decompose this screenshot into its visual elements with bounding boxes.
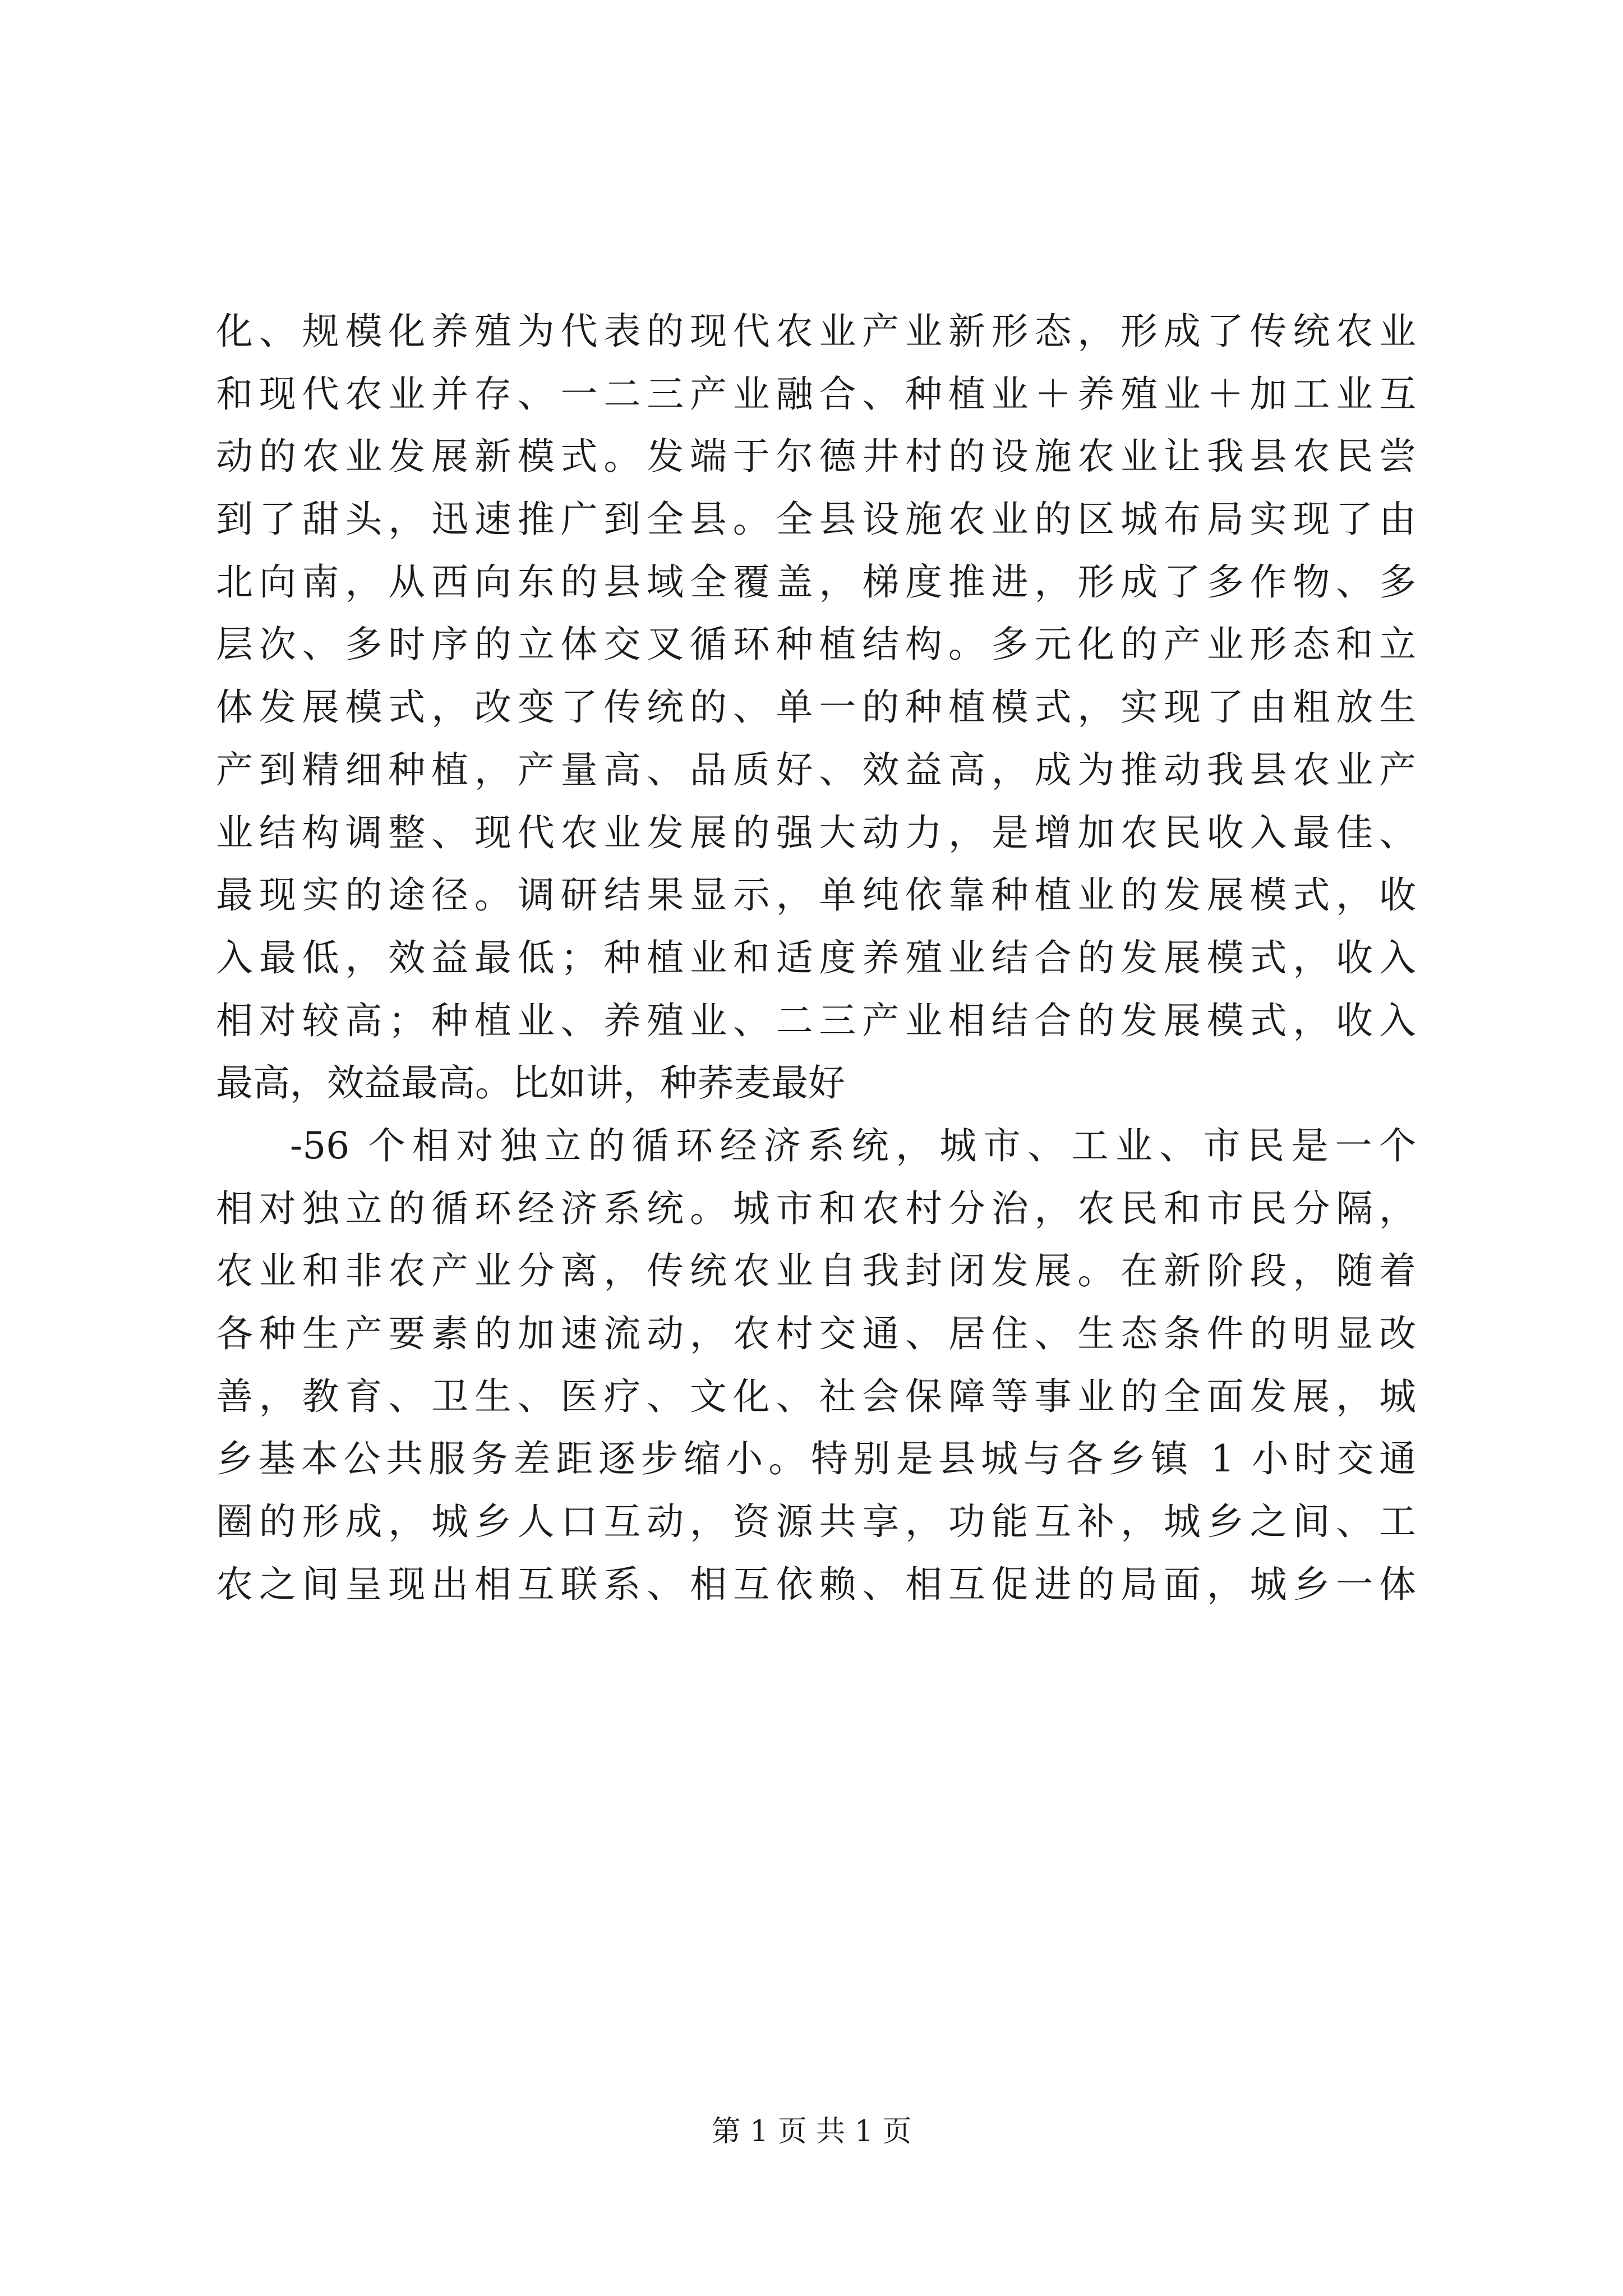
text-line: 业结构调整、现代农业发展的强大动力，是增加农民收入最佳、 [216,811,1416,854]
paragraph-1 [216,300,1416,1115]
paragraph-2 [216,1115,1416,1616]
text-line: 各种生产要素的加速流动，农村交通、居住、生态条件的明显改 [216,1312,1416,1355]
text-line: -56 个相对独立的循环经济系统，城市、工业、市民是一个 [290,1124,1416,1167]
text-line: 圈的形成，城乡人口互动，资源共享，功能互补，城乡之间、工 [216,1500,1416,1544]
text-line: 最高，效益最高。比如讲，种荞麦最好 [216,1061,845,1105]
page-number-footer: 第 1 页 共 1 页 [711,2115,912,2148]
text-line: 化、规模化养殖为代表的现代农业产业新形态，形成了传统农业 [216,310,1416,353]
text-line: 北向南，从西向东的县域全覆盖，梯度推进，形成了多作物、多 [216,560,1416,604]
text-line: 入最低，效益最低；种植业和适度养殖业结合的发展模式，收入 [216,936,1416,979]
text-line: 乡基本公共服务差距逐步缩小。特别是县城与各乡镇 1 小时交通 [216,1437,1416,1481]
text-line: 相对较高；种植业、养殖业、二三产业相结合的发展模式，收入 [216,999,1416,1042]
text-line: 善，教育、卫生、医疗、文化、社会保障等事业的全面发展，城 [216,1374,1416,1418]
text-line: 相对独立的循环经济系统。城市和农村分治，农民和市民分隔， [216,1186,1416,1230]
document-body [216,300,1416,1616]
text-line: 层次、多时序的立体交叉循环种植结构。多元化的产业形态和立 [216,623,1416,666]
text-line: 和现代农业并存、一二三产业融合、种植业＋养殖业＋加工业互 [216,372,1416,416]
text-line: 产到精细种植，产量高、品质好、效益高，成为推动我县农业产 [216,748,1416,792]
text-line: 农业和非农产业分离，传统农业自我封闭发展。在新阶段，随着 [216,1249,1416,1293]
text-line: 农之间呈现出相互联系、相互依赖、相互促进的局面，城乡一体 [216,1562,1416,1606]
text-line: 体发展模式，改变了传统的、单一的种植模式，实现了由粗放生 [216,685,1416,729]
text-line: 动的农业发展新模式。发端于尔德井村的设施农业让我县农民尝 [216,435,1416,478]
text-line: 到了甜头，迅速推广到全县。全县设施农业的区城布局实现了由 [216,498,1416,541]
text-line: 最现实的途径。调研结果显示，单纯依靠种植业的发展模式，收 [216,873,1416,917]
